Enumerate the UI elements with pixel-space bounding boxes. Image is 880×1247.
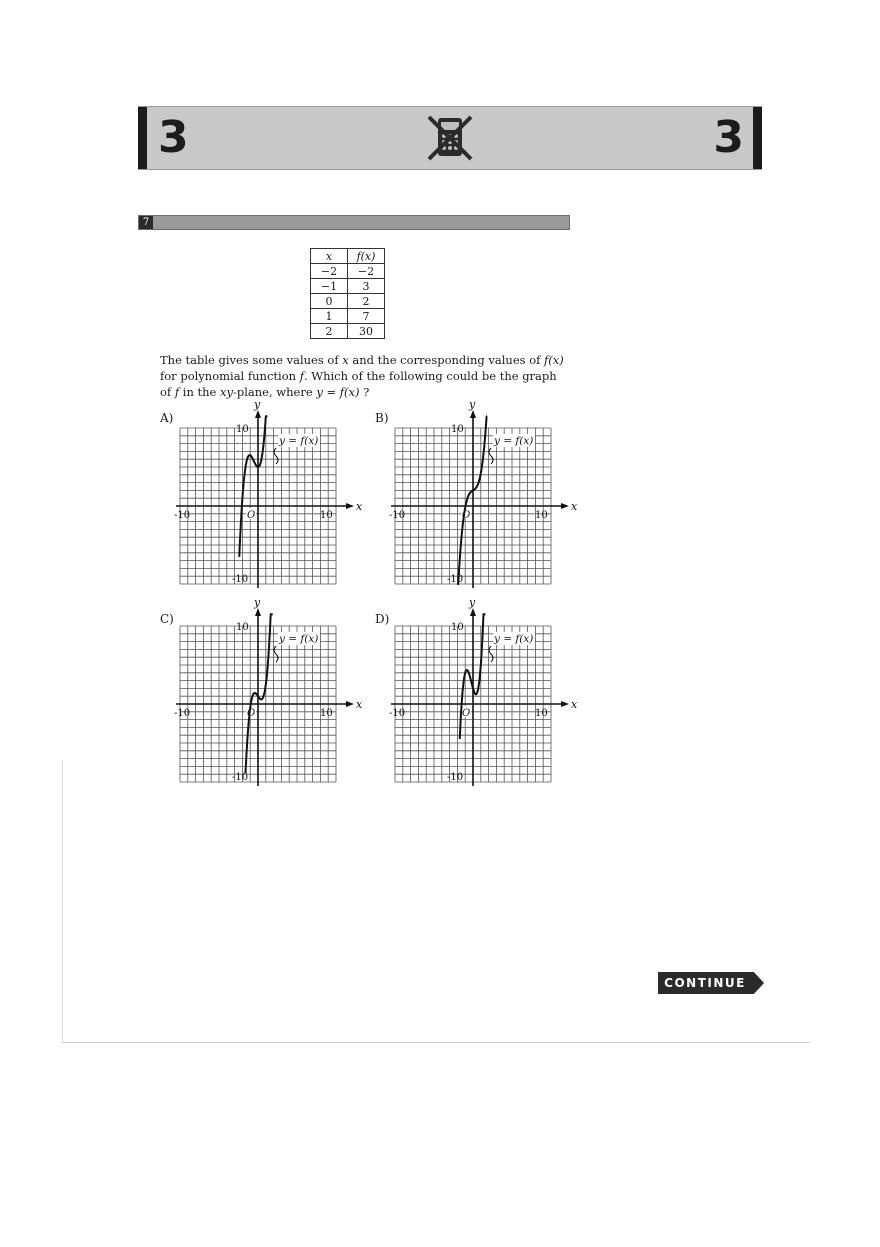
math-xy: xy xyxy=(220,385,233,399)
table-header-x: x xyxy=(311,249,348,264)
curve-label: y = f(x) xyxy=(494,435,534,447)
y-axis-arrow xyxy=(470,608,476,616)
table-header-fx: f(x) xyxy=(348,249,385,264)
continue-label: CONTINUE xyxy=(664,976,746,990)
y-axis-label: y xyxy=(469,596,476,609)
table-row xyxy=(311,279,385,294)
tick-label-bottom: -10 xyxy=(447,574,464,585)
label-leader xyxy=(489,646,493,662)
tick-label-left: -10 xyxy=(389,510,406,521)
section-number-right: 3 xyxy=(713,112,744,163)
table-header-row xyxy=(311,249,385,264)
question-text-part: ? xyxy=(363,385,370,399)
tick-label-bottom: -10 xyxy=(232,574,249,585)
tick-label-bottom: -10 xyxy=(447,772,464,783)
table-cell: 7 xyxy=(348,309,385,324)
table-row xyxy=(311,324,385,339)
no-calculator-icon xyxy=(425,113,475,163)
choice-b-graph[interactable] xyxy=(389,398,578,585)
table-cell: 2 xyxy=(348,294,385,309)
tick-label-top: 10 xyxy=(236,424,249,435)
table-row xyxy=(311,294,385,309)
tick-label-right: 10 xyxy=(535,708,548,719)
question-number: 7 xyxy=(139,216,153,229)
table-cell: 30 xyxy=(348,324,385,339)
origin-label: O xyxy=(462,708,471,719)
tick-label-top: 10 xyxy=(236,622,249,633)
table-cell: −2 xyxy=(311,264,348,279)
y-axis-label: y xyxy=(254,398,261,411)
question-header-bar xyxy=(138,215,570,230)
page-edge xyxy=(62,760,63,1042)
math-equation: y = f(x) xyxy=(316,385,360,399)
choice-c-label[interactable]: C) xyxy=(160,612,174,626)
tick-label-left: -10 xyxy=(389,708,406,719)
x-axis-label: x xyxy=(356,698,363,711)
table-cell: 2 xyxy=(311,324,348,339)
x-axis-arrow xyxy=(561,701,569,707)
y-axis-arrow xyxy=(255,608,261,616)
banner-right-bar xyxy=(753,107,762,169)
section-banner xyxy=(138,106,762,170)
values-table xyxy=(310,248,385,339)
math-fx: f(x) xyxy=(544,353,564,367)
tick-label-top: 10 xyxy=(451,424,464,435)
origin-label: O xyxy=(462,510,471,521)
x-axis-label: x xyxy=(571,500,578,513)
question-text xyxy=(160,352,570,400)
question-text-part: -plane, where xyxy=(232,385,313,399)
math-x: x xyxy=(342,353,349,367)
tick-label-left: -10 xyxy=(174,708,191,719)
choice-a-label[interactable]: A) xyxy=(160,411,174,425)
x-axis-arrow xyxy=(346,503,354,509)
choice-c-graph[interactable] xyxy=(174,596,363,783)
y-axis-arrow xyxy=(255,410,261,418)
question-text-part: and the corresponding values of xyxy=(352,353,541,367)
tick-label-right: 10 xyxy=(320,708,333,719)
curve-label: y = f(x) xyxy=(279,435,319,447)
choice-b-label[interactable]: B) xyxy=(375,411,389,425)
function-curve xyxy=(239,416,267,557)
table-row xyxy=(311,264,385,279)
tick-label-top: 10 xyxy=(451,622,464,633)
x-axis-label: x xyxy=(571,698,578,711)
choice-d-label[interactable]: D) xyxy=(375,612,390,626)
question-text-part: The table gives some values of xyxy=(160,353,339,367)
x-axis-arrow xyxy=(346,701,354,707)
math-f: f xyxy=(299,369,304,383)
table-cell: 1 xyxy=(311,309,348,324)
table-row xyxy=(311,309,385,324)
curve-label: y = f(x) xyxy=(494,633,534,645)
table-cell: 3 xyxy=(348,279,385,294)
banner-left-bar xyxy=(138,107,147,169)
tick-label-left: -10 xyxy=(174,510,191,521)
section-number-left: 3 xyxy=(158,112,189,163)
choice-d-graph[interactable] xyxy=(389,596,578,783)
table-cell: 0 xyxy=(311,294,348,309)
origin-label: O xyxy=(247,708,256,719)
x-axis-label: x xyxy=(356,500,363,513)
choice-a-graph[interactable] xyxy=(174,398,363,585)
question-text-part: . Which of the following could be the graph of xyxy=(160,369,557,399)
tick-label-right: 10 xyxy=(320,510,333,521)
tick-label-right: 10 xyxy=(535,510,548,521)
label-leader xyxy=(489,448,493,464)
continue-label-wrap xyxy=(658,972,764,994)
x-axis-arrow xyxy=(561,503,569,509)
table-cell: −1 xyxy=(311,279,348,294)
math-f: f xyxy=(174,385,180,399)
function-curve xyxy=(246,614,273,773)
page-bottom-rule xyxy=(62,1042,810,1043)
table-cell: −2 xyxy=(348,264,385,279)
label-leader xyxy=(274,448,278,464)
question-text-part: for polynomial function xyxy=(160,369,297,383)
origin-label: O xyxy=(247,510,256,521)
tick-label-bottom: -10 xyxy=(232,772,249,783)
label-leader xyxy=(274,646,278,662)
question-text-part: in the xyxy=(182,385,217,399)
y-axis-arrow xyxy=(470,410,476,418)
y-axis-label: y xyxy=(254,596,261,609)
curve-label: y = f(x) xyxy=(279,633,319,645)
y-axis-label: y xyxy=(469,398,476,411)
